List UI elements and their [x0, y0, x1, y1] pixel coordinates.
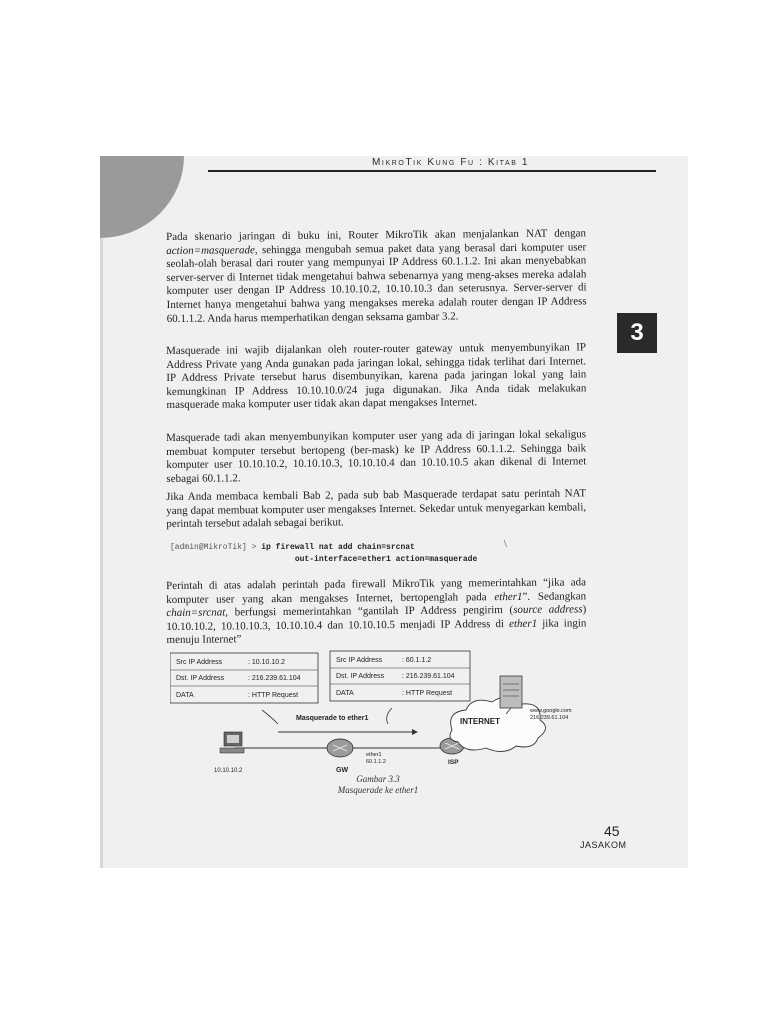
right-table-value-0: : 60.1.1.2	[402, 657, 432, 664]
caption-subtitle: Masquerade ke ether1	[337, 785, 419, 795]
right-table-key-0: Src IP Address	[336, 657, 383, 664]
server-ip-label: 216.239.61.104	[530, 715, 569, 721]
masquerade-label: Masquerade to ether1	[296, 715, 369, 722]
server-icon	[500, 676, 522, 708]
right-table-key-1: Dst. IP Address	[336, 673, 385, 680]
page-edge-shadow	[100, 156, 103, 868]
running-header: MikroTik Kung Fu : Kitab 1	[372, 157, 530, 168]
server-host-label: www.google.com	[530, 708, 572, 714]
page-number: 45	[604, 823, 620, 839]
isp-label: ISP	[448, 759, 459, 766]
ether-ip-label: 60.1.1.2	[366, 759, 386, 765]
paragraph-3: Masquerade tadi akan menyembunyikan komputer user yang ada di jaringan lokal sekaligus membuat komputer tersebut bertopeng (ber-mask) ke IP Address 60.1.1.2. Sehingga baik komputer user 10.10.10.2, 10.10.10.3, 10.10.10.4 dan 10.10.10.5 akan dikenal di Internet sebagai 60.1.1.2.	[166, 428, 587, 485]
left-table-value-1: : 216.239.61.104	[248, 675, 301, 682]
code-prompt: [admin@MikroTik] >	[170, 543, 257, 552]
paragraph-2: Masquerade ini wajib dijalankan oleh router-router gateway untuk menyembunyikan IP Address Private yang Anda gunakan pada jaringan lokal, sehingga tidak terlihat dari Internet. IP Address Private tersebut harus disembunyikan, karena pada jaringan lokal yang lain kemungkinan IP Address 10.10.10.0/24 juga digunakan. Jika Anda tidak melakukan masquerade maka komputer user tidak akan dapat mengakses Internet.	[166, 341, 587, 412]
paragraph-4: Jika Anda membaca kembali Bab 2, pada sub bab Masquerade terdapat satu perintah NAT yang dapat membuat komputer user mengakses Internet. Sekedar untuk menyegarkan kembali, perintah tersebut adalah sebagai berikut.	[166, 487, 587, 531]
left-table-key-0: Src IP Address	[176, 659, 223, 666]
paragraph-1: Pada skenario jaringan di buku ini, Router MikroTik akan menjalankan NAT dengan action=masquerade, sehingga mengubah semua paket data yang berasal dari komputer user seolah-olah berasal dari router yang mempunyai IP Address 60.1.1.2. Ini akan menyebabkan server-server di Internet tidak mengetahui bahwa sebenarnya yang meng-akses mereka adalah komputer user dengan IP Address 10.10.10.2, 10.10.10.3 dan seterusnya. Server-server di Internet hanya mengetahui bahwa yang mengakses mereka adalah router dengan IP Address 60.1.1.2. Anda harus memperhatikan dengan seksama gambar 3.2.	[166, 227, 587, 325]
ether-label: ether1	[366, 752, 382, 758]
left-table-value-2: : HTTP Request	[248, 692, 299, 699]
network-diagram	[170, 648, 590, 788]
gateway-router-icon	[327, 739, 353, 757]
internet-label: INTERNET	[460, 717, 500, 726]
gw-label: GW	[336, 767, 349, 774]
code-line-2: out-interface=ether1 action=masquerade	[294, 555, 478, 564]
chapter-tab: 3	[617, 313, 657, 353]
code-block	[170, 542, 477, 566]
client-computer-icon	[220, 732, 244, 753]
client-ip-label: 10.10.10.2	[214, 768, 243, 774]
header-rule	[208, 170, 656, 172]
paragraph-5: Perintah di atas adalah perintah pada firewall MikroTik yang memerintahkan “jika ada komputer user yang akan mengakses Internet, bertopenglah pada ether1”. Sedangkan chain=srcnat, berfungsi memerintahkan “gantilah IP Address pengirim (source address) 10.10.10.2, 10.10.10.3, 10.10.10.4 dan 10.10.10.5 menjadi IP Address di ether1 jika ingin menuju Internet”	[166, 576, 587, 647]
right-table-value-2: : HTTP Request	[402, 690, 453, 697]
left-table-value-0: : 10.10.10.2	[248, 659, 285, 666]
left-table-key-1: Dst. IP Address	[176, 675, 225, 682]
right-packet-arrow	[387, 708, 392, 724]
right-packet-table	[330, 651, 470, 701]
left-table-key-2: DATA	[176, 692, 194, 699]
masquerade-arrowhead	[412, 729, 418, 735]
code-line-1: ip firewall nat add chain=srcnat	[261, 543, 415, 552]
left-packet-arrow	[262, 710, 278, 724]
pen-mark: \	[504, 539, 507, 550]
publisher-label: JASAKOM	[580, 840, 627, 850]
caption-title: Gambar 3.3	[356, 774, 400, 784]
figure-caption	[318, 774, 438, 796]
right-table-value-1: : 216.239.61.104	[402, 673, 455, 680]
right-table-key-2: DATA	[336, 690, 354, 697]
left-packet-table	[170, 653, 318, 703]
